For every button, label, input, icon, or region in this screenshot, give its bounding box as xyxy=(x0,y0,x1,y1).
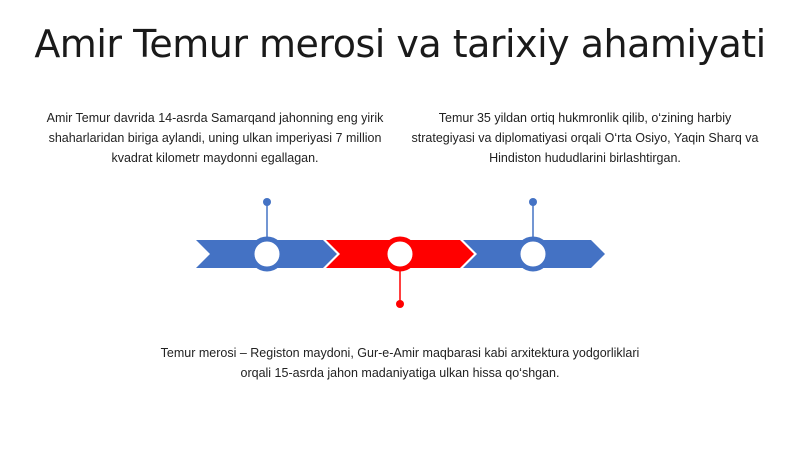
milestone-3-text: Temur 35 yildan ortiq hukmronlik qilib, o‘zining harbiy strategiyasi va diplomatiyasi orqali O‘rta Osiyo, Yaqin Sharq va Hindiston hududlarini birlashtirgan. xyxy=(411,111,759,165)
milestone-2-marker xyxy=(385,239,415,269)
milestone-1-marker xyxy=(252,239,282,269)
milestone-3-marker xyxy=(518,239,548,269)
milestone-1-pin xyxy=(263,198,271,206)
milestone-1-text: Amir Temur davrida 14-asrda Samarqand jahonning eng yirik shaharlaridan biriga aylandi, uning ulkan imperiyasi 7 million kvadrat kilometr maydonni egallagan. xyxy=(46,111,384,165)
milestone-3-pin xyxy=(529,198,537,206)
slide-title: Amir Temur merosi va tarixiy ahamiyati xyxy=(34,22,766,66)
milestone-2-pin xyxy=(396,300,404,308)
milestone-2-text: Temur merosi – Registon maydoni, Gur-e-Amir maqbarasi kabi arxitektura yodgorliklari orqali 15-asrda jahon madaniyatiga ulkan hissa qo‘shgan. xyxy=(160,346,640,380)
